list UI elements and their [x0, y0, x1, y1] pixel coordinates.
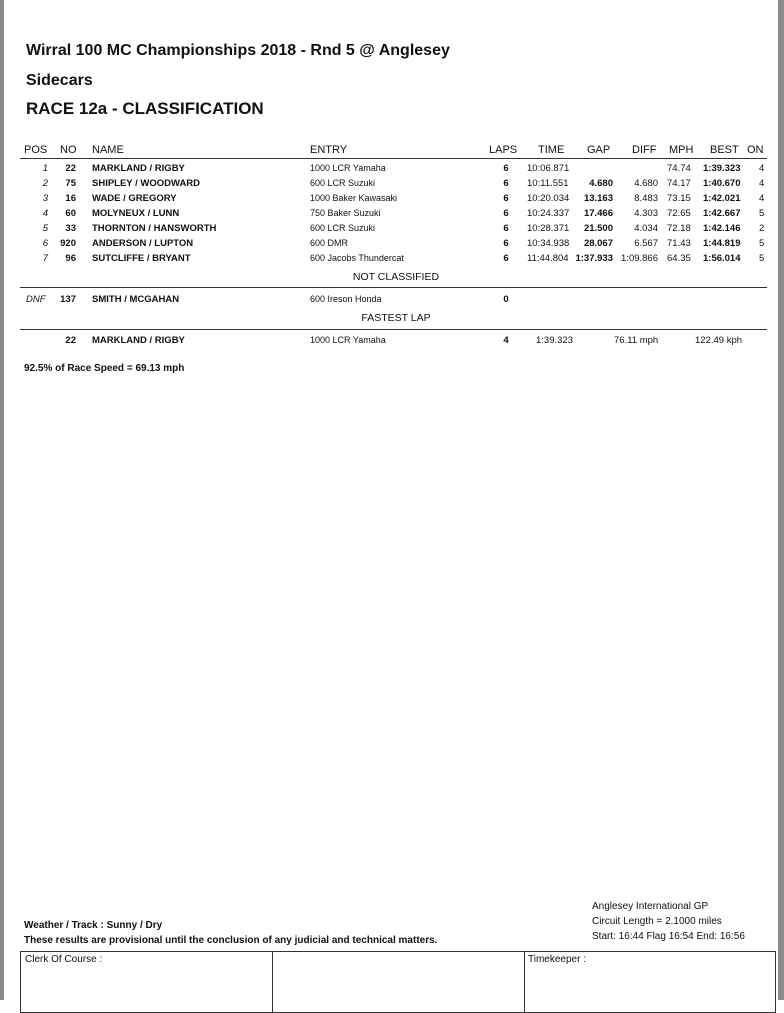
cell-diff: 8.483 [634, 193, 658, 204]
cell-name: MARKLAND / RIGBY [92, 335, 185, 346]
cell-no: 137 [60, 294, 76, 305]
cell-diff: 6.567 [634, 238, 658, 249]
col-time: TIME [538, 144, 565, 156]
cell-time: 10:06.871 [527, 163, 570, 174]
cell-on: 4 [759, 193, 765, 204]
cell-name: THORNTON / HANSWORTH [92, 223, 217, 234]
cell-name: SHIPLEY / WOODWARD [92, 178, 201, 189]
col-on: ON [747, 144, 764, 156]
cell-laps: 6 [503, 163, 509, 174]
header-divider [20, 158, 767, 159]
cell-best: 1:42.146 [703, 223, 741, 234]
cell-no: 920 [60, 238, 76, 249]
race-title: RACE 12a - CLASSIFICATION [26, 99, 264, 118]
cell-mph: 64.35 [667, 253, 691, 264]
cell-entry: 600 LCR Suzuki [310, 223, 376, 233]
cell-pos: 6 [42, 238, 48, 249]
cell-laps: 6 [503, 253, 509, 264]
fastest-lap-row [0, 335, 784, 350]
page-frame-right [778, 0, 784, 1000]
cell-diff: 4.034 [634, 223, 658, 234]
signature-divider [524, 952, 525, 1012]
cell-on: 2 [759, 223, 765, 234]
cell-entry: 600 Ireson Honda [310, 294, 382, 304]
weather-track: Weather / Track : Sunny / Dry [24, 920, 163, 931]
col-pos: POS [24, 144, 48, 156]
cell-best: 1:39.323 [703, 163, 741, 174]
race-times: Start: 16:44 Flag 16:54 End: 16:56 [592, 931, 745, 942]
table-row [0, 178, 784, 193]
cell-laps: 6 [503, 208, 509, 219]
cell-mph: 72.18 [667, 223, 691, 234]
cell-pos: 2 [42, 178, 48, 189]
cell-laps: 6 [503, 223, 509, 234]
cell-time: 10:20.034 [527, 193, 570, 204]
table-row [0, 294, 784, 309]
page-frame-left [0, 0, 4, 1000]
cell-no: 75 [65, 178, 76, 189]
not-classified-heading: NOT CLASSIFIED [352, 271, 440, 283]
cell-no: 22 [65, 335, 76, 346]
cell-laps: 6 [503, 178, 509, 189]
cell-gap: 1:37.933 [575, 253, 613, 264]
cell-on: 5 [759, 208, 765, 219]
cell-laps: 6 [503, 238, 509, 249]
col-entry: ENTRY [310, 144, 348, 156]
cell-on: 4 [759, 178, 765, 189]
cell-time: 10:11.551 [527, 178, 569, 189]
cell-diff: 1:09.866 [621, 253, 658, 264]
cell-best: 1:42.021 [703, 193, 741, 204]
signature-divider [272, 952, 273, 1012]
cell-pos: 4 [42, 208, 48, 219]
cell-entry: 750 Baker Suzuki [310, 208, 381, 218]
table-row [0, 223, 784, 238]
cell-pos: 5 [42, 223, 48, 234]
cell-pos: 1 [42, 163, 48, 174]
cell-name: MARKLAND / RIGBY [92, 163, 185, 174]
cell-no: 60 [65, 208, 76, 219]
cell-pos: 7 [42, 253, 48, 264]
cell-time: 10:24.337 [527, 208, 570, 219]
not-classified-divider [20, 287, 767, 288]
cell-mph: 74.17 [667, 178, 691, 189]
provisional-note: These results are provisional until the conclusion of any judicial and technical matters. [24, 935, 438, 946]
fastest-lap-heading: FASTEST LAP [361, 312, 431, 324]
table-row [0, 193, 784, 208]
cell-mph: 76.11 mph [614, 335, 659, 346]
cell-mph: 71.43 [667, 238, 691, 249]
table-row [0, 208, 784, 223]
cell-gap: 28.067 [583, 238, 613, 249]
col-best: BEST [710, 144, 739, 156]
cell-mph: 73.15 [667, 193, 691, 204]
cell-best: 1:44.819 [703, 238, 741, 249]
cell-entry: 1000 LCR Yamaha [310, 163, 386, 173]
cell-name: WADE / GREGORY [92, 193, 177, 204]
cell-kph: 122.49 kph [695, 335, 743, 346]
cell-best: 1:40.670 [703, 178, 741, 189]
fastest-lap-divider [20, 329, 767, 330]
cell-name: SUTCLIFFE / BRYANT [92, 253, 191, 264]
race-speed-note: 92.5% of Race Speed = 69.13 mph [24, 363, 185, 374]
table-row [0, 238, 784, 253]
cell-mph: 72.65 [667, 208, 691, 219]
cell-on: 5 [759, 238, 765, 249]
table-row [0, 253, 784, 268]
cell-gap: 4.680 [589, 178, 613, 189]
cell-time: 11:44.804 [527, 253, 569, 264]
cell-entry: 1000 LCR Yamaha [310, 335, 386, 345]
cell-name: ANDERSON / LUPTON [92, 238, 194, 249]
cell-best: 1:42.667 [703, 208, 741, 219]
cell-on: 5 [759, 253, 765, 264]
col-mph: MPH [669, 144, 694, 156]
cell-gap: 13.163 [583, 193, 613, 204]
cell-name: SMITH / MCGAHAN [92, 294, 180, 305]
cell-on: 4 [759, 163, 765, 174]
cell-pos: DNF [26, 294, 46, 305]
circuit-name: Anglesey International GP [592, 901, 709, 912]
cell-time: 10:28.371 [527, 223, 570, 234]
cell-pos: 3 [42, 193, 48, 204]
signature-box [20, 951, 776, 1013]
table-row [0, 163, 784, 178]
cell-entry: 600 LCR Suzuki [310, 178, 376, 188]
col-diff: DIFF [632, 144, 657, 156]
col-gap: GAP [587, 144, 611, 156]
cell-lap: 4 [503, 335, 509, 346]
cell-diff: 4.680 [634, 178, 658, 189]
cell-no: 22 [65, 163, 76, 174]
cell-mph: 74.74 [667, 163, 691, 174]
circuit-length: Circuit Length = 2.1000 miles [592, 916, 722, 927]
cell-diff: 4.303 [634, 208, 658, 219]
cell-entry: 1000 Baker Kawasaki [310, 193, 398, 203]
cell-gap: 21.500 [583, 223, 613, 234]
col-laps: LAPS [489, 144, 518, 156]
cell-time: 1:39.323 [536, 335, 573, 346]
class-title: Sidecars [26, 72, 93, 89]
event-title: Wirral 100 MC Championships 2018 - Rnd 5 @ Anglesey [26, 42, 450, 59]
cell-no: 33 [65, 223, 76, 234]
col-no: NO [60, 144, 77, 156]
cell-time: 10:34.938 [527, 238, 570, 249]
cell-entry: 600 DMR [310, 238, 349, 248]
cell-best: 1:56.014 [703, 253, 741, 264]
clerk-of-course-label: Clerk Of Course : [25, 954, 103, 965]
cell-laps: 6 [503, 193, 509, 204]
cell-gap: 17.466 [583, 208, 613, 219]
cell-entry: 600 Jacobs Thundercat [310, 253, 404, 263]
cell-laps: 0 [503, 294, 509, 305]
cell-no: 16 [65, 193, 76, 204]
timekeeper-label: Timekeeper : [528, 954, 586, 965]
cell-name: MOLYNEUX / LUNN [92, 208, 180, 219]
cell-no: 96 [65, 253, 76, 264]
col-name: NAME [92, 144, 124, 156]
